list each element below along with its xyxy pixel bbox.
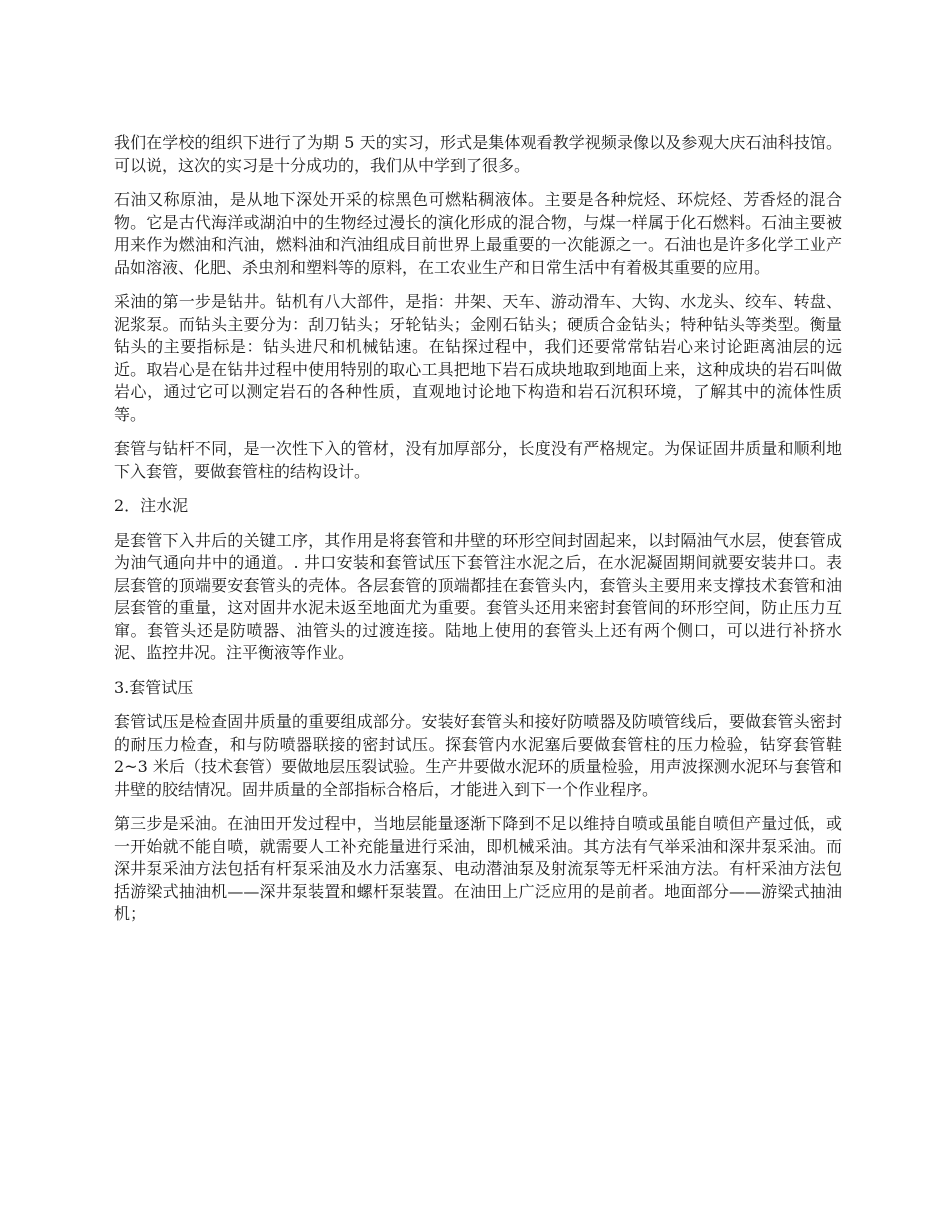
section-heading-casing-pressure-test: 3.套管试压 [114,677,194,697]
paragraph-cementing: 是套管下入井后的关键工序，其作用是将套管和井壁的环形空间封固起来，以封隔油气水层，使套管成为油气通向井中的通道。. 井口安装和套管试压下套管注水泥之后，在水泥凝固期间就要安装井口。表层套管的顶端要安套管头的壳体。各层套管的顶端都挂在套管头内，套管头主要用来支撑技术套管和油层套管的重量，这对固井水泥未返至地面尤为重要。套管头还用来密封套管间的环形空间，防止压力互窜。套管头还是防喷器、油管头的过渡连接。陆地上使用的套管头上还有两个侧口，可以进行补挤水泥、监控井况。注平衡液等作业。 [114,530,842,662]
paragraph-internship-intro: 我们在学校的组织下进行了为期 5 天的实习，形式是集体观看教学视频录像以及参观大庆石油科技馆。可以说，这次的实习是十分成功的，我们从中学到了很多。 [114,133,842,175]
paragraph-petroleum-definition: 石油又称原油，是从地下深处开采的棕黑色可燃粘稠液体。主要是各种烷烃、环烷烃、芳香烃的混合物。它是古代海洋或湖泊中的生物经过漫长的演化形成的混合物，与煤一样属于化石燃料。石油主要被用来作为燃油和汽油，燃料油和汽油组成目前世界上最重要的一次能源之一。石油也是许多化学工业产品如溶液、化肥、杀虫剂和塑料等的原料，在工农业生产和日常生活中有着极其重要的应用。 [114,190,842,277]
paragraph-oil-production: 第三步是采油。在油田开发过程中，当地层能量逐渐下降到不足以维持自喷或虽能自喷但产量过低，或一开始就不能自喷，就需要人工补充能量进行采油，即机械采油。其方法有气举采油和深井泵采油。而深井泵采油方法包括有杆泵采油及水力活塞泵、电动潜油泵及射流泵等无杆采油方法。有杆采油方法包括游梁式抽油机——深井泵装置和螺杆泵装置。在油田上广泛应用的是前者。地面部分——游梁式抽油机； [114,814,842,923]
paragraph-drilling: 采油的第一步是钻井。钻机有八大部件，是指：井架、天车、游动滑车、大钩、水龙头、绞车、转盘、泥浆泵。而钻头主要分为：刮刀钻头；牙轮钻头；金刚石钻头；硬质合金钻头；特种钻头等类型。衡量钻头的主要指标是：钻头进尺和机械钻速。在钻探过程中，我们还要常常钻岩心来讨论距离油层的远近。取岩心是在钻井过程中使用特别的取心工具把地下岩石成块地取到地面上来，这种成块的岩石叫做岩心，通过它可以测定岩石的各种性质，直观地讨论地下构造和岩石沉积环境，了解其中的流体性质等。 [114,292,842,424]
document-body [114,132,842,938]
paragraph-casing-pressure-test: 套管试压是检查固井质量的重要组成部分。安装好套管头和接好防喷器及防喷管线后，要做套管头密封的耐压力检查，和与防喷器联接的密封试压。探套管内水泥塞后要做套管柱的压力检验，钻穿套管鞋 2~3 米后（技术套管）要做地层压裂试验。生产井要做水泥环的质量检验，用声波探测水泥环与套管和井壁的胶结情况。固井质量的全部指标合格后，才能进入到下一个作业程序。 [114,712,842,799]
paragraph-casing: 套管与钻杆不同，是一次性下入的管材，没有加厚部分，长度没有严格规定。为保证固井质量和顺利地下入套管，要做套管柱的结构设计。 [114,439,842,481]
section-heading-cementing: 2．注水泥 [114,496,189,515]
